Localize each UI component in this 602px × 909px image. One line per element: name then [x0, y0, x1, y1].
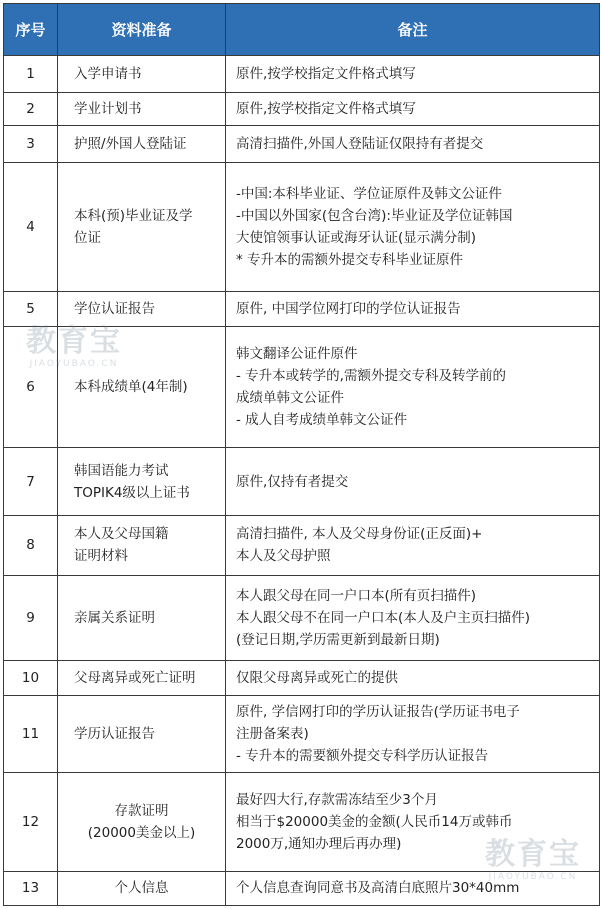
table-row [4, 772, 600, 871]
note-cell [226, 660, 600, 695]
note-line: 高清扫描件, 本人及父母身份证(正反面)+ [236, 526, 483, 543]
note-cell [226, 56, 600, 93]
document-name-line: 个人信息 [114, 880, 169, 897]
document-name-line: 存款证明 [114, 802, 169, 819]
document-name [58, 92, 226, 125]
row-number: 2 [4, 92, 58, 125]
row-number: 11 [4, 696, 58, 772]
document-name-line: 位证 [74, 230, 101, 247]
table-row [4, 871, 600, 905]
header-document: 资料准备 [58, 4, 226, 56]
document-name-line: 父母离异或死亡证明 [74, 670, 196, 687]
watermark-text: 教育宝 [485, 837, 581, 872]
note-line: 注册备案表) [236, 726, 309, 743]
note-line: -中国以外国家(包含台湾):毕业证及学位证韩国 [236, 208, 513, 225]
note-line: - 成人自考成绩单韩文公证件 [236, 411, 408, 428]
document-name-line: (20000美金以上) [87, 824, 196, 841]
row-number: 5 [4, 292, 58, 326]
table-row [4, 56, 600, 93]
note-cell [226, 772, 600, 871]
note-cell [226, 515, 600, 575]
row-number: 6 [4, 326, 58, 447]
header-no: 序号 [4, 4, 58, 56]
document-name-line: 学位认证报告 [74, 301, 155, 318]
note-line: 原件,按学校指定文件格式填写 [236, 65, 416, 82]
row-number: 8 [4, 515, 58, 575]
note-line: 最好四大行,存款需冻结至少3个月 [236, 791, 438, 808]
note-line: 相当于$20000美金的金额(人民币14万或韩币 [236, 813, 513, 830]
materials-table [3, 3, 600, 906]
note-line: 成绩单韩文公证件 [236, 389, 344, 406]
document-name [58, 772, 226, 871]
note-line: * 专升本的需额外提交专科毕业证原件 [236, 252, 464, 269]
header-note: 备注 [226, 4, 600, 56]
note-cell [226, 92, 600, 125]
note-line: 2000万,通知办理后再办理) [236, 835, 402, 852]
row-number: 3 [4, 125, 58, 163]
row-number: 13 [4, 871, 58, 905]
document-name [58, 871, 226, 905]
watermark-subtext: JIAOYUBAO.CN [488, 872, 578, 882]
table-row [4, 163, 600, 292]
note-cell [226, 576, 600, 661]
row-number: 7 [4, 448, 58, 516]
note-line: 高清扫描件,外国人登陆证仅限持有者提交 [236, 136, 484, 153]
document-name-line: 亲属关系证明 [74, 609, 155, 626]
document-name [58, 125, 226, 163]
note-line: (登记日期,学历需更新到最新日期) [236, 631, 440, 648]
note-cell [226, 448, 600, 516]
document-name-line: 护照/外国人登陆证 [74, 136, 187, 153]
document-name [58, 660, 226, 695]
note-cell [226, 326, 600, 447]
note-line: 仅限父母离异或死亡的提供 [236, 670, 398, 687]
note-line: 韩文翻译公证件原件 [236, 345, 358, 362]
document-name [58, 696, 226, 772]
row-number: 9 [4, 576, 58, 661]
document-name-line: 韩国语能力考试 [74, 462, 169, 479]
document-name-line: 本人及父母国籍 [74, 526, 169, 543]
row-number: 1 [4, 56, 58, 93]
document-name-line: 入学申请书 [74, 65, 142, 82]
document-name [58, 326, 226, 447]
row-number: 4 [4, 163, 58, 292]
note-line: 原件, 中国学位网打印的学位认证报告 [236, 301, 461, 318]
document-name [58, 448, 226, 516]
table-row [4, 696, 600, 772]
document-name-line: 本科(预)毕业证及学 [74, 208, 193, 225]
table-row [4, 576, 600, 661]
note-cell [226, 871, 600, 905]
note-line: 原件,仅持有者提交 [236, 473, 349, 490]
document-name-line: TOPIK4级以上证书 [74, 484, 190, 501]
note-line: -中国:本科毕业证、学位证原件及韩文公证件 [236, 186, 502, 203]
table-header-row [4, 4, 600, 56]
note-line: 个人信息查询同意书及高清白底照片30*40mm [236, 880, 520, 897]
note-line: 原件, 学信网打印的学历认证报告(学历证书电子 [236, 704, 520, 721]
document-name [58, 576, 226, 661]
note-cell [226, 696, 600, 772]
document-name-line: 学业计划书 [74, 100, 142, 117]
note-cell [226, 163, 600, 292]
document-name [58, 515, 226, 575]
table-body [4, 56, 600, 906]
note-line: 本人跟父母在同一户口本(所有页扫描件) [236, 587, 477, 604]
note-line: 本人及父母护照 [236, 548, 331, 565]
note-cell [226, 125, 600, 163]
document-name [58, 56, 226, 93]
note-line: 本人跟父母不在同一户口本(本人及户主页扫描件) [236, 609, 531, 626]
table-row [4, 292, 600, 326]
table-row [4, 448, 600, 516]
document-name [58, 163, 226, 292]
note-cell [226, 292, 600, 326]
table-row [4, 92, 600, 125]
watermark-text: 教育宝 [26, 324, 122, 359]
document-name-line: 证明材料 [74, 548, 128, 565]
note-line: - 专升本的需要额外提交专科学历认证报告 [236, 748, 489, 765]
table-row [4, 125, 600, 163]
table-row [4, 660, 600, 695]
table-row [4, 326, 600, 447]
note-line: 原件,按学校指定文件格式填写 [236, 100, 416, 117]
row-number: 12 [4, 772, 58, 871]
document-name-line: 本科成绩单(4年制) [74, 378, 188, 395]
note-line: - 专升本或转学的,需额外提交专科及转学前的 [236, 367, 506, 384]
document-name [58, 292, 226, 326]
row-number: 10 [4, 660, 58, 695]
watermark-subtext: JIAOYUBAO.CN [29, 359, 119, 369]
document-name-line: 学历认证报告 [74, 726, 155, 743]
table-row [4, 515, 600, 575]
note-line: 大使馆领事认证或海牙认证(显示满分制) [236, 230, 477, 247]
